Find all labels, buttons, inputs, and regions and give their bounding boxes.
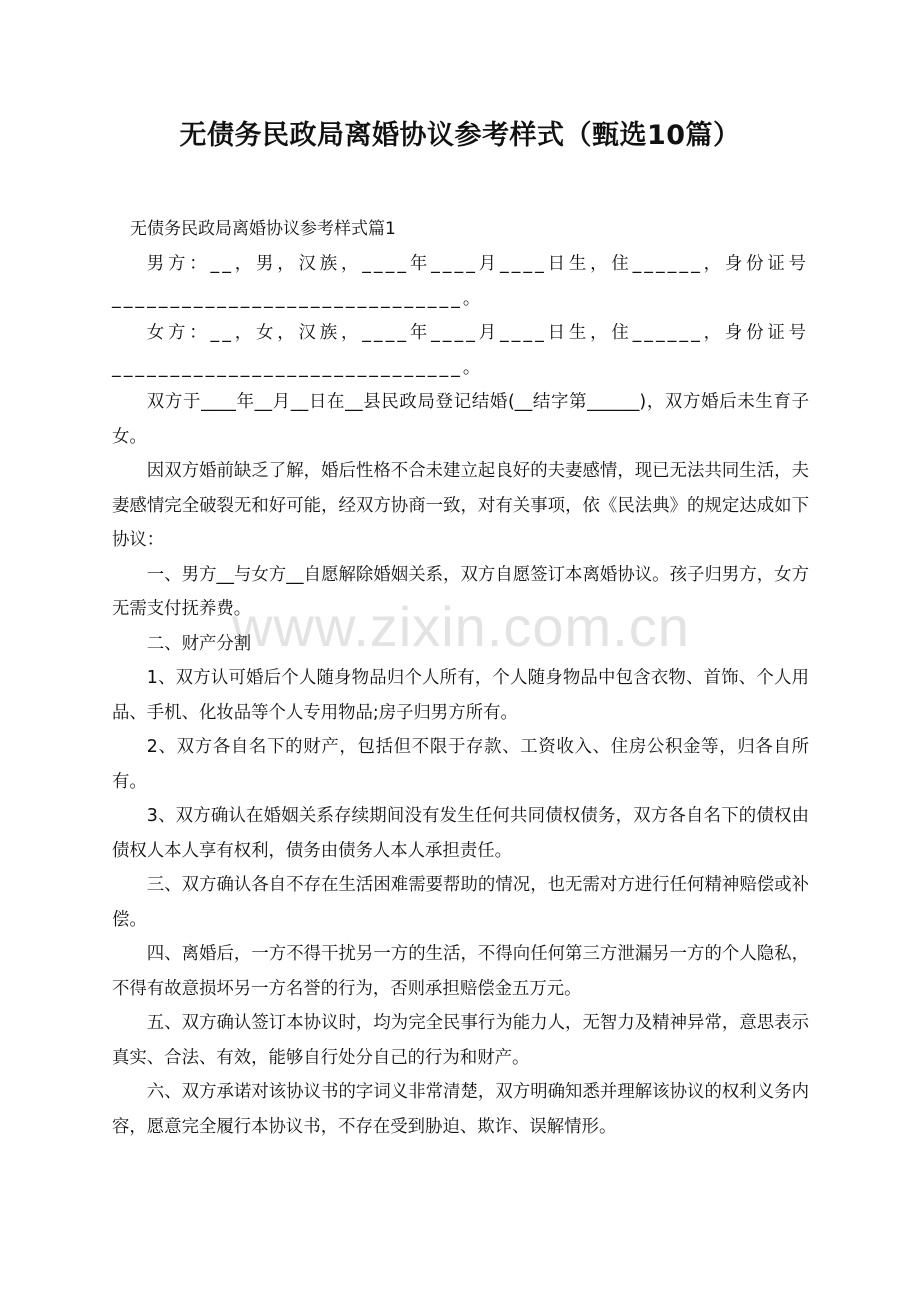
paragraph-clause-2-1: 1、双方认可婚后个人随身物品归个人所有，个人随身物品中包含衣物、首饰、个人用品、手机、化妆品等个人专用物品;房子归男方所有。 — [112, 668, 809, 723]
paragraph-clause-2-2: 2、双方各自名下的财产，包括但不限于存款、工资收入、住房公积金等，归各自所有。 — [112, 737, 809, 792]
paragraph-clause-1: 一、男方__与女方__自愿解除婚姻关系，双方自愿签订本离婚协议。孩子归男方，女方无需支付抚养费。 — [112, 564, 809, 619]
paragraph-clause-5: 五、双方确认签订本协议时，均为完全民事行为能力人，无智力及精神异常，意思表示真实、合法、有效，能够自行处分自己的行为和财产。 — [112, 1013, 809, 1068]
paragraph-clause-3: 三、双方确认各自不存在生活困难需要帮助的情况，也无需对方进行任何精神赔偿或补偿。 — [112, 875, 809, 930]
paragraph-wife-info: 女方：__，女，汉族，____年____月____日生，住______，身份证号______________________________。 — [112, 323, 809, 378]
paragraph-divorce-reason: 因双方婚前缺乏了解，婚后性格不合未建立起良好的夫妻感情，现已无法共同生活，夫妻感情完全破裂无和好可能，经双方协商一致，对有关事项，依《民法典》的规定达成如下协议： — [112, 461, 809, 550]
document-title: 无债务民政局离婚协议参考样式（甄选10篇） — [179, 120, 741, 151]
section-heading: 无债务民政局离婚协议参考样式篇1 — [130, 219, 396, 239]
paragraph-clause-2-heading: 二、财产分割 — [146, 633, 252, 654]
paragraph-clause-6: 六、双方承诺对该协议书的字词义非常清楚，双方明确知悉并理解该协议的权利义务内容，愿意完全履行本协议书，不存在受到胁迫、欺诈、误解情形。 — [112, 1082, 809, 1137]
paragraph-husband-info: 男方：__，男，汉族，____年____月____日生，住______，身份证号______________________________。 — [112, 254, 809, 309]
paragraph-clause-2-3: 3、双方确认在婚姻关系存续期间没有发生任何共同债权债务，双方各自名下的债权由债权人本人享有权利，债务由债务人本人承担责任。 — [112, 806, 809, 861]
watermark: www.zixin.com.cn — [232, 595, 690, 658]
document-body — [112, 247, 809, 1144]
paragraph-clause-4: 四、离婚后，一方不得干扰另一方的生活，不得向任何第三方泄漏另一方的个人隐私，不得有故意损坏另一方名誉的行为，否则承担赔偿金五万元。 — [112, 944, 809, 999]
paragraph-marriage-registration: 双方于____年__月__日在__县民政局登记结婚(__结字第______)，双方婚后未生育子女。 — [112, 392, 809, 447]
